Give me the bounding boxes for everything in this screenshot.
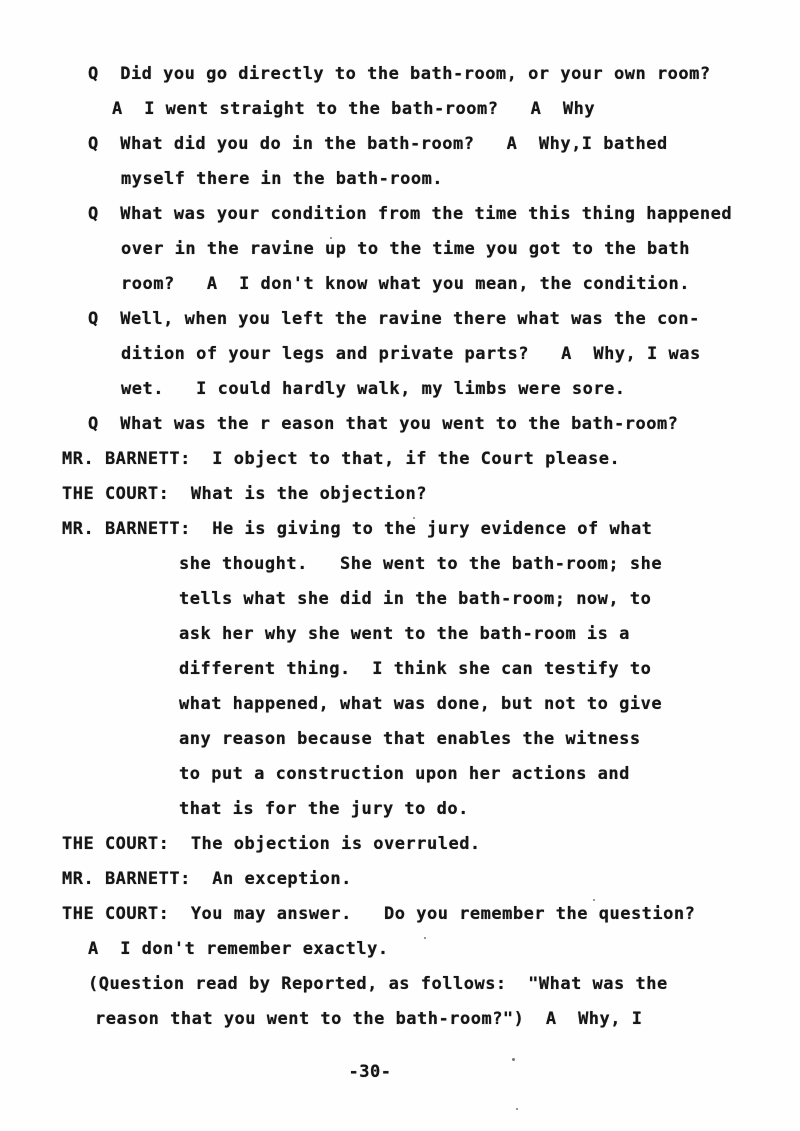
scan-speck [413, 517, 415, 519]
transcript-line: MR. BARNETT: I object to that, if the Court please. [62, 449, 621, 469]
transcript-line: Q What was the r eason that you went to the bath-room? [88, 414, 679, 434]
transcript-line: A I don't remember exactly. [88, 939, 389, 959]
transcript-line: dition of your legs and private parts? A Why, I was [121, 344, 701, 364]
transcript-line: Q Well, when you left the ravine there what was the con- [88, 309, 700, 329]
scan-speck [516, 1108, 518, 1110]
transcript-line: what happened, what was done, but not to give [179, 694, 663, 714]
transcript-line: any reason because that enables the witness [179, 729, 641, 749]
transcript-line: she thought. She went to the bath-room; she [179, 554, 663, 574]
transcript-line: over in the ravine up to the time you got to the bath [121, 239, 690, 259]
transcript-line: THE COURT: What is the objection? [62, 484, 427, 504]
transcript-line: different thing. I think she can testify to [179, 659, 652, 679]
scan-speck [424, 937, 426, 939]
transcript-line: myself there in the bath-room. [121, 169, 444, 189]
transcript-line: Q What was your condition from the time this thing happened [88, 204, 733, 224]
transcript-line: Q What did you do in the bath-room? A Why,I bathed [88, 134, 668, 154]
scan-speck [330, 237, 332, 239]
transcript-line: room? A I don't know what you mean, the condition. [121, 274, 690, 294]
transcript-line: THE COURT: The objection is overruled. [62, 834, 481, 854]
transcript-line: ask her why she went to the bath-room is a [179, 624, 630, 644]
transcript-line: MR. BARNETT: He is giving to the jury evidence of what [62, 519, 653, 539]
page-number: -30- [348, 1062, 392, 1082]
transcript-line: that is for the jury to do. [179, 799, 469, 819]
transcript-line: Q Did you go directly to the bath-room, or your own room? [88, 64, 711, 84]
transcript-line: reason that you went to the bath-room?") A Why, I [95, 1009, 643, 1029]
transcript-line: THE COURT: You may answer. Do you remember the question? [62, 904, 696, 924]
transcript-line: A I went straight to the bath-room? A Why [112, 99, 596, 119]
transcript-line: wet. I could hardly walk, my limbs were sore. [121, 379, 626, 399]
transcript-line: MR. BARNETT: An exception. [62, 869, 352, 889]
scan-speck [593, 899, 595, 901]
scan-speck [512, 1058, 515, 1061]
transcript-line: (Question read by Reported, as follows: "What was the [88, 974, 668, 994]
transcript-body [0, 57, 800, 1037]
transcript-line: tells what she did in the bath-room; now, to [179, 589, 652, 609]
transcript-line: to put a construction upon her actions and [179, 764, 630, 784]
